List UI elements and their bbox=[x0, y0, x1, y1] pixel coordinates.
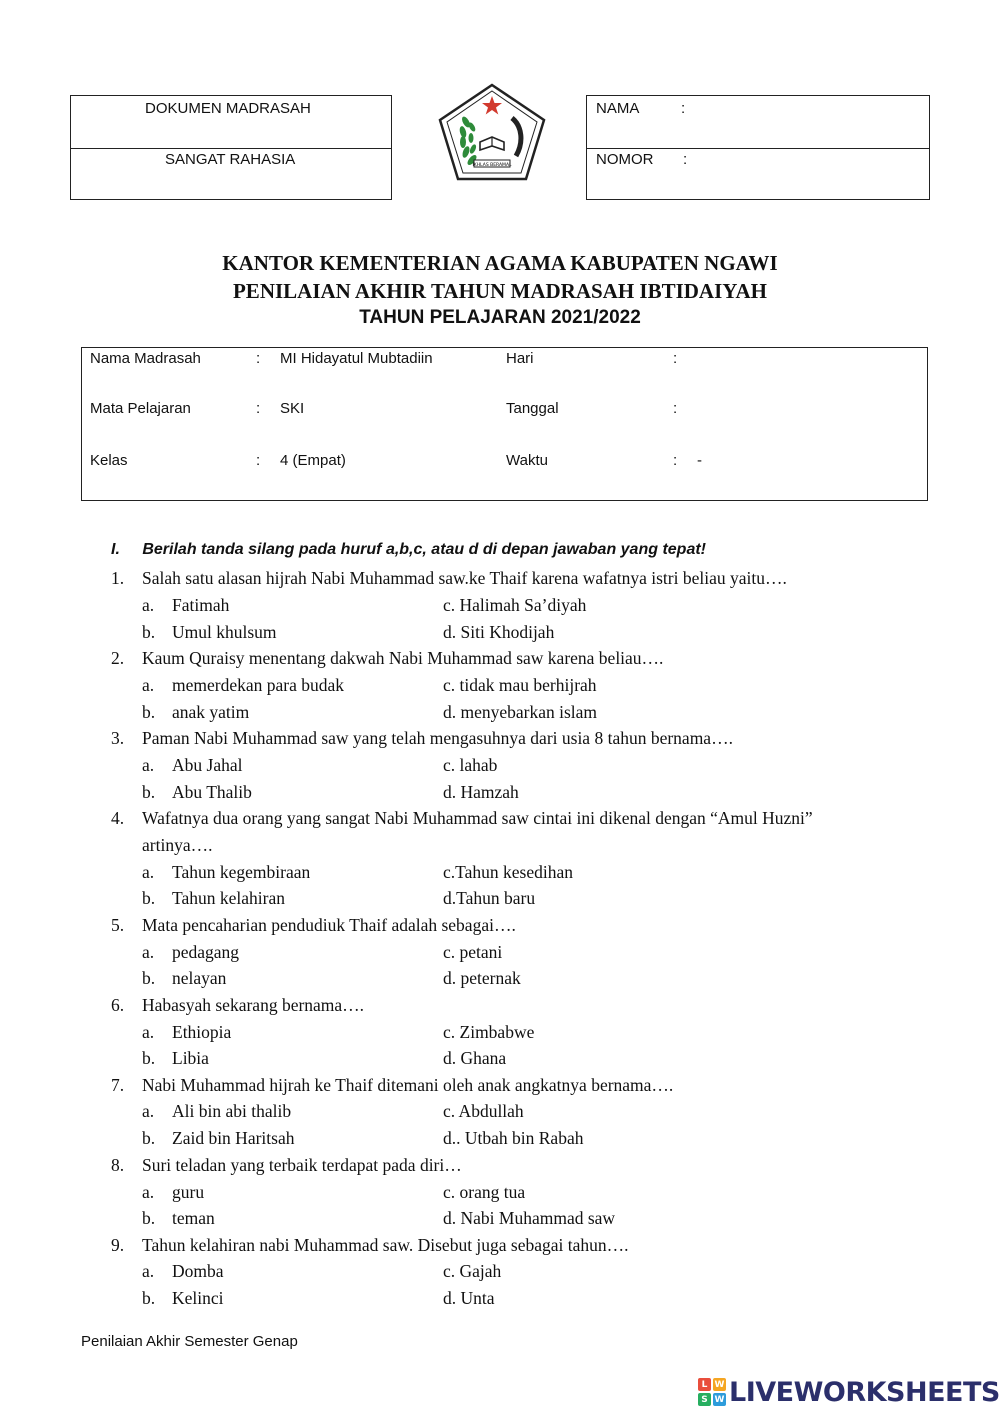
name-label: NAMA bbox=[596, 100, 640, 117]
question-number: 9. bbox=[111, 1235, 125, 1255]
option-letter: b. bbox=[142, 888, 156, 908]
document-label-box bbox=[70, 95, 392, 200]
liveworksheets-brand[interactable] bbox=[698, 1376, 1000, 1408]
option-a[interactable]: Domba bbox=[172, 1261, 224, 1281]
option-c[interactable]: c. tidak mau berhijrah bbox=[443, 675, 597, 695]
divider bbox=[587, 148, 929, 149]
instruction bbox=[111, 541, 706, 559]
time-label: Waktu bbox=[506, 452, 548, 469]
question-number: 4. bbox=[111, 808, 125, 828]
option-b[interactable]: Tahun kelahiran bbox=[172, 888, 285, 908]
madrasah-value: MI Hidayatul Mubtadiin bbox=[280, 350, 433, 367]
option-c[interactable]: c. lahab bbox=[443, 755, 498, 775]
option-a[interactable]: guru bbox=[172, 1182, 205, 1202]
option-letter: a. bbox=[142, 1182, 155, 1202]
option-b[interactable]: Zaid bin Haritsah bbox=[172, 1128, 295, 1148]
option-c[interactable]: c. Gajah bbox=[443, 1261, 502, 1281]
class-label: Kelas bbox=[90, 452, 128, 469]
section-number: I. bbox=[111, 541, 120, 558]
option-d[interactable]: d. Nabi Muhammad saw bbox=[443, 1208, 616, 1228]
option-letter: b. bbox=[142, 622, 156, 642]
brand-name: LIVEWORKSHEETS bbox=[729, 1376, 1000, 1408]
option-b[interactable]: Abu Thalib bbox=[172, 782, 252, 802]
instruction-text: Berilah tanda silang pada huruf a,b,c, atau d di depan jawaban yang tepat! bbox=[142, 541, 706, 558]
option-c[interactable]: c. petani bbox=[443, 942, 503, 962]
option-b[interactable]: anak yatim bbox=[172, 702, 250, 722]
madrasah-label: Nama Madrasah bbox=[90, 350, 201, 367]
day-label: Hari bbox=[506, 350, 534, 367]
kemenag-logo bbox=[436, 82, 548, 182]
option-letter: a. bbox=[142, 595, 155, 615]
option-d[interactable]: d. Ghana bbox=[443, 1048, 507, 1068]
info-colon: : bbox=[673, 452, 678, 469]
option-b[interactable]: Libia bbox=[172, 1048, 209, 1068]
option-c[interactable]: c. Zimbabwe bbox=[443, 1022, 535, 1042]
option-letter: b. bbox=[142, 1048, 156, 1068]
exam-title: PENILAIAN AKHIR TAHUN MADRASAH IBTIDAIYAH bbox=[232, 279, 768, 303]
question-text: Habasyah sekarang bernama…. bbox=[142, 995, 365, 1015]
option-c[interactable]: c. Abdullah bbox=[443, 1101, 524, 1121]
info-colon: : bbox=[673, 400, 678, 417]
option-letter: b. bbox=[142, 702, 156, 722]
option-a[interactable]: Fatimah bbox=[172, 595, 230, 615]
option-a[interactable]: Ali bin abi thalib bbox=[172, 1101, 292, 1121]
subject-label: Mata Pelajaran bbox=[90, 400, 191, 417]
question-number: 3. bbox=[111, 728, 125, 748]
logo-motto: IKHLAS BERAMAL bbox=[472, 163, 512, 168]
option-c[interactable]: c. orang tua bbox=[443, 1182, 526, 1202]
subject-value: SKI bbox=[280, 400, 305, 417]
option-d[interactable]: d. Hamzah bbox=[443, 782, 519, 802]
option-a[interactable]: Abu Jahal bbox=[172, 755, 243, 775]
class-value: 4 (Empat) bbox=[280, 452, 346, 469]
question-number: 8. bbox=[111, 1155, 125, 1175]
option-letter: b. bbox=[142, 1128, 156, 1148]
option-d[interactable]: d.. Utbah bin Rabah bbox=[443, 1128, 584, 1148]
question-number: 6. bbox=[111, 995, 125, 1015]
exam-info-box bbox=[81, 347, 928, 501]
page-footer: Penilaian Akhir Semester Genap bbox=[81, 1333, 298, 1350]
question-number: 1. bbox=[111, 568, 125, 588]
number-colon: : bbox=[683, 151, 688, 168]
question-number: 7. bbox=[111, 1075, 125, 1095]
option-d[interactable]: d. Unta bbox=[443, 1288, 495, 1308]
option-letter: a. bbox=[142, 1022, 155, 1042]
option-letter: a. bbox=[142, 1261, 155, 1281]
question-text: Kaum Quraisy menentang dakwah Nabi Muhammad saw karena beliau…. bbox=[142, 648, 664, 668]
question-number: 2. bbox=[111, 648, 125, 668]
question-text: Suri teladan yang terbaik terdapat pada diri… bbox=[142, 1155, 462, 1175]
question-text: Nabi Muhammad hijrah ke Thaif ditemani oleh anak angkatnya bernama…. bbox=[142, 1075, 674, 1095]
question-text: Mata pencaharian pendudiuk Thaif adalah sebagai…. bbox=[142, 915, 516, 935]
option-a[interactable]: memerdekan para budak bbox=[172, 675, 345, 695]
divider bbox=[71, 148, 391, 149]
option-letter: b. bbox=[142, 1288, 156, 1308]
school-year: TAHUN PELAJARAN 2021/2022 bbox=[359, 307, 641, 328]
option-d[interactable]: d.Tahun baru bbox=[443, 888, 536, 908]
question-text: Tahun kelahiran nabi Muhammad saw. Disebut juga sebagai tahun…. bbox=[142, 1235, 629, 1255]
doc-label: DOKUMEN MADRASAH bbox=[145, 100, 311, 117]
option-c[interactable]: c.Tahun kesedihan bbox=[443, 862, 573, 882]
date-label: Tanggal bbox=[506, 400, 559, 417]
option-letter: b. bbox=[142, 782, 156, 802]
question-text: Paman Nabi Muhammad saw yang telah mengasuhnya dari usia 8 tahun bernama…. bbox=[142, 728, 733, 748]
option-b[interactable]: teman bbox=[172, 1208, 215, 1228]
option-a[interactable]: Ethiopia bbox=[172, 1022, 232, 1042]
option-b[interactable]: Kelinci bbox=[172, 1288, 224, 1308]
option-letter: a. bbox=[142, 942, 155, 962]
brand-icon-letter: L bbox=[698, 1378, 711, 1391]
info-colon: : bbox=[673, 350, 678, 367]
info-colon: : bbox=[256, 350, 261, 367]
number-label: NOMOR bbox=[596, 151, 654, 168]
question-text: Wafatnya dua orang yang sangat Nabi Muhammad saw cintai ini dikenal dengan “Amul Huzni” bbox=[142, 808, 813, 828]
option-letter: b. bbox=[142, 968, 156, 988]
option-b[interactable]: Umul khulsum bbox=[172, 622, 277, 642]
question-text-continued: artinya…. bbox=[142, 835, 213, 855]
liveworksheets-icon bbox=[698, 1378, 726, 1406]
option-d[interactable]: d. Siti Khodijah bbox=[443, 622, 555, 642]
option-a[interactable]: pedagang bbox=[172, 942, 240, 962]
option-letter: a. bbox=[142, 862, 155, 882]
question-number: 5. bbox=[111, 915, 125, 935]
option-b[interactable]: nelayan bbox=[172, 968, 227, 988]
option-c[interactable]: c. Halimah Sa’diyah bbox=[443, 595, 587, 615]
brand-icon-letter: S bbox=[698, 1393, 711, 1406]
brand-icon-letter: W bbox=[714, 1379, 725, 1390]
name-colon: : bbox=[681, 100, 686, 117]
question-text: Salah satu alasan hijrah Nabi Muhammad saw.ke Thaif karena wafatnya istri beliau yaitu…. bbox=[142, 568, 787, 588]
info-colon: : bbox=[256, 400, 261, 417]
office-title: KANTOR KEMENTERIAN AGAMA KABUPATEN NGAWI bbox=[222, 251, 778, 275]
option-d[interactable]: d. menyebarkan islam bbox=[443, 702, 598, 722]
option-letter: a. bbox=[142, 675, 155, 695]
option-letter: a. bbox=[142, 1101, 155, 1121]
info-colon: : bbox=[256, 452, 261, 469]
option-d[interactable]: d. peternak bbox=[443, 968, 521, 988]
option-a[interactable]: Tahun kegembiraan bbox=[172, 862, 311, 882]
option-letter: b. bbox=[142, 1208, 156, 1228]
secret-label: SANGAT RAHASIA bbox=[165, 151, 296, 168]
option-letter: a. bbox=[142, 755, 155, 775]
time-value: - bbox=[697, 452, 702, 469]
student-identity-box bbox=[586, 95, 930, 200]
brand-icon-letter: W bbox=[714, 1394, 725, 1405]
